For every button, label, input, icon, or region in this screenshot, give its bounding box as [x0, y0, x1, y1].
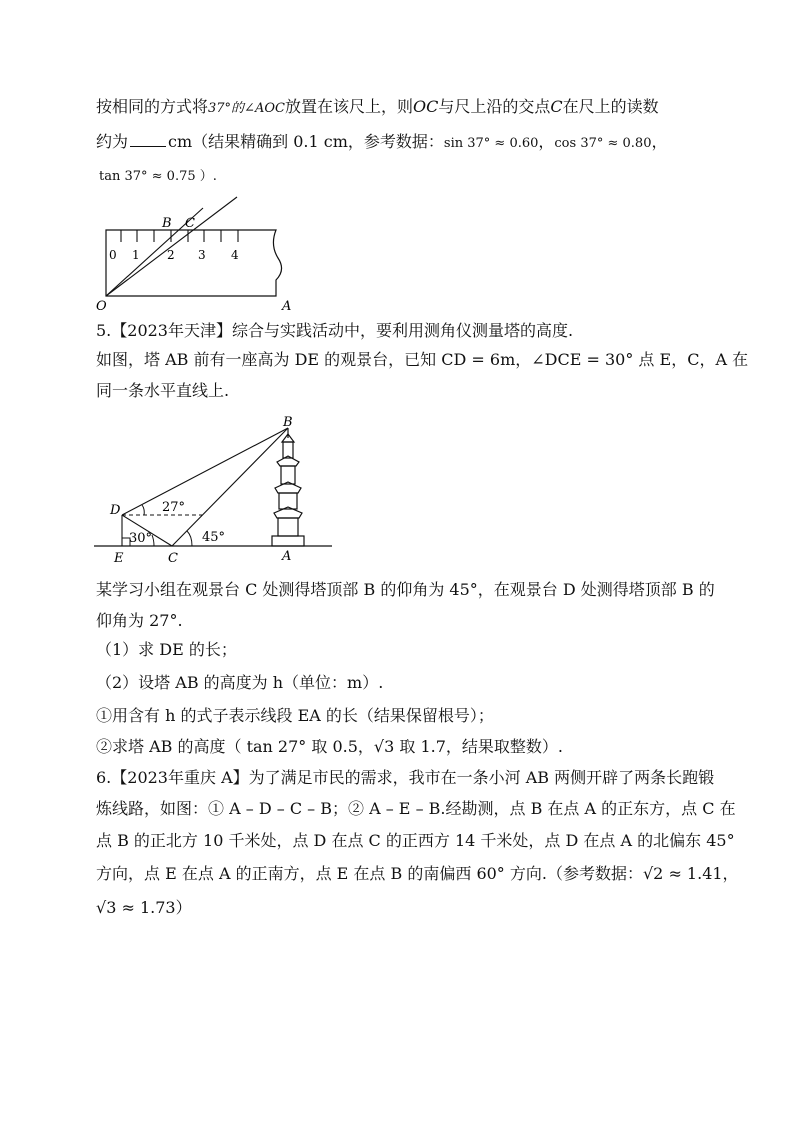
- tick-label: 4: [231, 248, 239, 262]
- problem5-q2-2: ②求塔 AB 的高度（ tan 27° 取 0.5，√3 取 1.7，结果取整数）.: [96, 737, 563, 756]
- text: 约为: [96, 132, 129, 151]
- problem5-q2-1: ①用含有 h 的式子表示线段 EA 的长（结果保留根号）；: [96, 706, 494, 725]
- point-c: C: [550, 97, 563, 116]
- text: ，: [538, 132, 555, 151]
- problem5-line2: 同一条水平直线上.: [96, 381, 230, 400]
- problem4-line3: tan 37° ≈ 0.75 ）.: [99, 169, 217, 184]
- arc-27: [142, 505, 144, 515]
- label-e: E: [114, 551, 124, 566]
- label-27: 27°: [162, 500, 186, 515]
- problem4-line1: [96, 97, 659, 119]
- tick-label: 1: [132, 248, 140, 262]
- label-c: C: [168, 551, 178, 566]
- point-label-b: B: [162, 216, 172, 231]
- arc-30: [152, 535, 154, 546]
- point-label-a: A: [282, 299, 292, 314]
- tower-base: [278, 518, 298, 536]
- angle-aoc: 37°的∠AOC: [208, 101, 285, 116]
- point-label-o: O: [96, 299, 107, 314]
- cos-ref: cos 37° ≈ 0.80: [554, 136, 652, 151]
- problem6-line2: 炼线路，如图：① A – D – C – B；② A – E – B.经勘测，点 B 在点 A 的正东方，点 C 在: [96, 799, 736, 818]
- tower-drawing: [272, 428, 304, 546]
- problem6-line5: √3 ≈ 1.73）: [96, 898, 192, 917]
- label-30: 30°: [129, 531, 153, 546]
- problem5-heading: 5.【2023年天津】综合与实践活动中，要利用测角仪测量塔的高度.: [96, 321, 574, 340]
- tower-plinth: [272, 536, 304, 546]
- text: 按相同的方式将: [96, 97, 209, 116]
- problem6-line3: 点 B 的正北方 10 千米处，点 D 在点 C 的正西方 14 千米处，点 D 在点 A 的北偏东 45°: [96, 831, 735, 850]
- problem5-line1: 如图，塔 AB 前有一座高为 DE 的观景台，已知 CD = 6m，∠DCE = 30° 点 E，C，A 在: [96, 350, 749, 369]
- text: 与尺上沿的交点: [438, 97, 551, 116]
- tower-level: [281, 466, 295, 484]
- problem5-q1: （1）求 DE 的长；: [96, 640, 237, 659]
- label-b: B: [283, 415, 293, 430]
- segment-cb: [172, 428, 288, 546]
- answer-blank[interactable]: [130, 132, 166, 147]
- problem6-line1: 6.【2023年重庆 A】为了满足市民的需求，我市在一条小河 AB 两侧开辟了两条长跑锻: [96, 768, 715, 787]
- problem5-line4: 仰角为 27°.: [96, 611, 183, 630]
- label-d: D: [110, 503, 121, 518]
- ruler-outline: [106, 230, 282, 296]
- text: cm（结果精确到 0.1 cm，参考数据：: [168, 132, 444, 151]
- problem4-line2: [96, 132, 667, 154]
- text: 放置在该尺上，则: [284, 97, 413, 116]
- text: ，: [651, 132, 668, 151]
- label-45: 45°: [202, 530, 226, 545]
- sin-ref: sin 37° ≈ 0.60: [443, 136, 539, 151]
- tick-label: 3: [198, 248, 206, 262]
- label-a: A: [282, 549, 292, 564]
- problem6-line4: 方向，点 E 在点 A 的正南方，点 E 在点 B 的南偏西 60° 方向.（参考数据：√2 ≈ 1.41，: [96, 864, 739, 883]
- tick-label: 0: [109, 248, 117, 262]
- segment-db: [122, 428, 288, 515]
- point-label-c: C: [185, 216, 195, 231]
- tower-figure: [92, 410, 342, 570]
- ruler-figure: [90, 190, 310, 315]
- arc-45: [187, 531, 192, 546]
- segment-oc: OC: [412, 97, 439, 116]
- ray-oc: [106, 197, 237, 296]
- text: 在尺上的读数: [562, 97, 659, 116]
- problem5-line3: 某学习小组在观景台 C 处测得塔顶部 B 的仰角为 45°，在观景台 D 处测得塔顶部 B 的: [96, 580, 715, 599]
- tick-label: 2: [167, 248, 175, 262]
- problem5-q2: （2）设塔 AB 的高度为 h（单位：m）.: [96, 673, 384, 692]
